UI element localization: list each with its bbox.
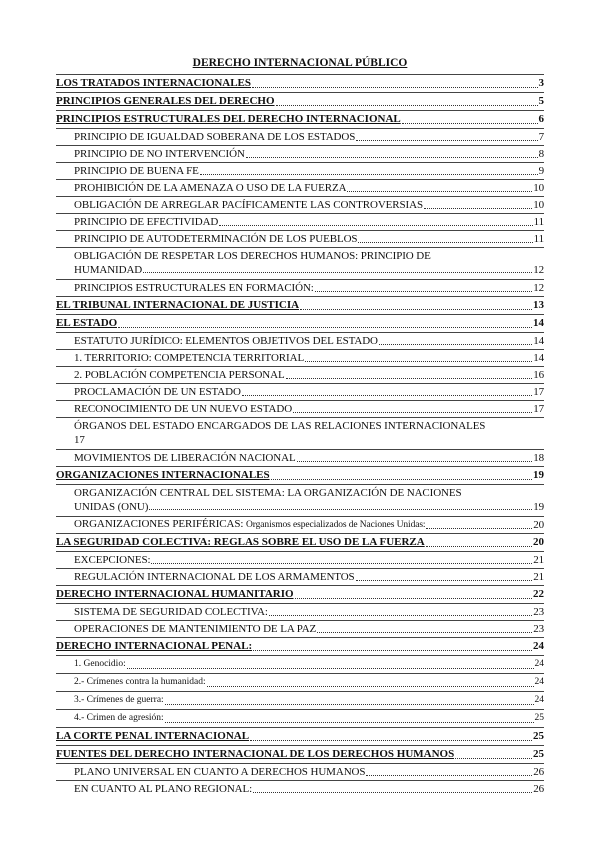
dot-leader	[149, 509, 532, 510]
toc-entry-label	[74, 333, 378, 349]
toc-entry[interactable]	[56, 314, 544, 332]
dot-leader	[118, 327, 532, 328]
toc-entry[interactable]	[56, 230, 544, 247]
toc-page-number: 17	[533, 403, 544, 415]
toc-page-number: 14	[533, 352, 544, 364]
toc-page-number: 21	[533, 571, 544, 583]
toc-entry[interactable]	[56, 279, 544, 296]
toc-entry-text: EXCEPCIONES:	[74, 554, 151, 566]
toc-entry-text: EL ESTADO	[56, 317, 118, 329]
toc-entry[interactable]	[56, 349, 544, 366]
toc-page-number: 23	[533, 623, 544, 635]
toc-entry-label	[74, 129, 355, 145]
toc-entry-label	[74, 450, 296, 466]
toc-entry-subtitle: Organismos especializados de Naciones Unidas:	[246, 520, 426, 530]
toc-entry-label	[56, 638, 252, 655]
toc-entry-label	[56, 75, 251, 92]
toc-entry-text: PRINCIPIO DE NO INTERVENCIÓN	[74, 148, 245, 160]
toc-entry[interactable]	[56, 179, 544, 196]
toc-entry[interactable]	[56, 727, 544, 745]
toc-entry-text: PROCLAMACIÓN DE UN ESTADO	[74, 386, 241, 398]
toc-entry-label	[56, 467, 270, 484]
dot-leader	[297, 461, 533, 462]
dot-leader	[250, 740, 532, 741]
toc-page-number: 12	[533, 264, 544, 276]
toc-page-number: 5	[538, 95, 544, 107]
toc-page-number: 25	[533, 748, 544, 760]
toc-entry[interactable]	[56, 247, 544, 279]
toc-entry-text: PRINCIPIO DE BUENA FE	[74, 165, 199, 177]
toc-entry-label	[74, 401, 292, 417]
toc-entry-label	[56, 315, 117, 332]
dot-leader	[424, 208, 532, 209]
toc-entry[interactable]	[56, 74, 544, 92]
toc-entry[interactable]	[56, 383, 544, 400]
dot-leader	[200, 174, 538, 175]
toc-entry-text: PRINCIPIO DE IGUALDAD SOBERANA DE LOS ESTADOS	[74, 131, 356, 143]
toc-page-number: 26	[533, 783, 544, 795]
dot-leader	[426, 528, 532, 529]
toc-page-number: 24	[534, 695, 544, 705]
toc-page-number: 11	[533, 233, 544, 245]
toc-entry-text: ORGANIZACIONES INTERNACIONALES	[56, 469, 270, 481]
toc-entry-text: PRINCIPIOS ESTRUCTURALES DEL DERECHO INTERNACIONAL	[56, 113, 401, 125]
toc-entry-label	[56, 586, 294, 603]
dot-leader	[165, 704, 534, 705]
toc-entry-text: PRINCIPIO DE AUTODETERMINACIÓN DE LOS PUEBLOS	[74, 233, 358, 245]
toc-entry-text: OPERACIONES DE MANTENIMIENTO DE LA PAZ	[74, 623, 317, 635]
toc-page-number: 21	[533, 554, 544, 566]
toc-entry-text: PRINCIPIOS GENERALES DEL DERECHO	[56, 95, 275, 107]
dot-leader	[276, 105, 538, 106]
toc-entry-text: 1. Genocidio:	[74, 659, 126, 669]
toc-entry-text: FUENTES DEL DERECHO INTERNACIONAL DE LOS DERECHOS HUMANOS	[56, 748, 455, 760]
dot-leader	[219, 225, 532, 226]
dot-leader	[358, 242, 532, 243]
toc-entry[interactable]	[56, 603, 544, 620]
toc-entry[interactable]	[56, 484, 544, 516]
toc-page-number: 13	[533, 299, 544, 311]
toc-page-number: 24	[534, 659, 544, 669]
toc-page-number: 24	[533, 640, 544, 652]
dot-leader	[379, 344, 532, 345]
toc-entry[interactable]	[56, 655, 544, 673]
toc-entry-label	[74, 764, 365, 780]
toc-entry-label	[74, 674, 206, 691]
toc-entry[interactable]	[56, 763, 544, 780]
toc-entry-text: 4.- Crimen de agresión:	[74, 713, 164, 723]
toc-entry[interactable]	[56, 162, 544, 179]
dot-leader	[165, 722, 534, 723]
toc-page-number: 20	[533, 536, 544, 548]
dot-leader	[269, 615, 532, 616]
toc-entry[interactable]	[56, 296, 544, 314]
toc-entry-text: RECONOCIMIENTO DE UN NUEVO ESTADO	[74, 403, 293, 415]
toc-page-number: 14	[533, 317, 544, 329]
toc-entry-label	[74, 552, 150, 568]
dot-leader	[253, 650, 532, 651]
toc-page-number: 26	[533, 766, 544, 778]
dot-leader	[426, 546, 532, 547]
toc-entry-label	[74, 621, 316, 637]
toc-page-number: 9	[538, 165, 544, 177]
toc-entry[interactable]	[56, 196, 544, 213]
toc-entry-continuation	[74, 500, 544, 514]
dot-leader	[252, 87, 538, 88]
toc-entry-text: MOVIMIENTOS DE LIBERACIÓN NACIONAL	[74, 452, 296, 464]
toc-entry-text: 3.- Crímenes de guerra:	[74, 695, 164, 705]
toc-entry-continuation	[74, 263, 544, 277]
toc-entry[interactable]	[56, 417, 544, 449]
toc-page-number: 7	[538, 131, 544, 143]
toc-entry-label	[74, 163, 199, 179]
toc-page-number: 25	[534, 713, 544, 723]
toc-entry-text: LA CORTE PENAL INTERNACIONAL	[56, 730, 250, 742]
toc-entry-label	[74, 180, 346, 196]
toc-entry-label	[74, 384, 241, 400]
dot-leader	[293, 412, 532, 413]
toc-entry-label	[74, 146, 245, 162]
toc-page-number: 17	[533, 386, 544, 398]
toc-entry[interactable]	[56, 366, 544, 383]
toc-entry-label	[74, 214, 218, 230]
toc-entry-label	[74, 692, 164, 709]
toc-page-number: 23	[533, 606, 544, 618]
toc-entry[interactable]	[56, 213, 544, 230]
toc-entry-text: LOS TRATADOS INTERNACIONALES	[56, 77, 251, 89]
toc-entry-label	[56, 746, 454, 763]
dot-leader	[366, 775, 532, 776]
dot-leader	[207, 686, 534, 687]
toc-entry-label	[74, 197, 423, 213]
toc-page-number: 10	[533, 182, 544, 194]
toc-page-number: 10	[533, 199, 544, 211]
toc-entry[interactable]	[56, 585, 544, 603]
toc-entry-text: PRINCIPIOS ESTRUCTURALES EN FORMACIÓN:	[74, 282, 314, 294]
toc-entry-label-continued: 17	[74, 434, 85, 446]
toc-entry-text: ORGANIZACIONES PERIFÉRICAS:	[74, 518, 246, 530]
toc-page-number: 3	[538, 77, 544, 89]
toc-entry[interactable]	[56, 533, 544, 551]
dot-leader	[295, 598, 532, 599]
toc-entry-text: DERECHO INTERNACIONAL PENAL:	[56, 640, 253, 652]
toc-page-number: 22	[533, 588, 544, 600]
dot-leader	[402, 123, 538, 124]
dot-leader	[315, 291, 532, 292]
toc-entry[interactable]	[56, 92, 544, 110]
toc-entry-text: 2. POBLACIÓN COMPETENCIA PERSONAL	[74, 369, 285, 381]
toc-entry[interactable]	[56, 110, 544, 128]
toc-entry-label	[56, 534, 425, 551]
toc-entry[interactable]	[56, 745, 544, 763]
toc-page-number: 18	[533, 452, 544, 464]
toc-entry-label	[74, 781, 252, 797]
toc-entry[interactable]	[56, 780, 544, 797]
toc-entry[interactable]	[56, 673, 544, 691]
toc-entry[interactable]	[56, 400, 544, 417]
toc-page-number: 19	[533, 469, 544, 481]
toc-entry-label	[74, 516, 425, 533]
dot-leader	[356, 580, 533, 581]
toc-entry-text: SISTEMA DE SEGURIDAD COLECTIVA:	[74, 606, 268, 618]
toc-entry-label: ORGANIZACIÓN CENTRAL DEL SISTEMA: LA ORGANIZACIÓN DE NACIONES	[74, 487, 462, 499]
toc-entry-text: PRINCIPIO DE EFECTIVIDAD	[74, 216, 219, 228]
dot-leader	[242, 395, 532, 396]
toc-entry-label	[74, 656, 126, 673]
toc-entry-text: EL TRIBUNAL INTERNACIONAL DE JUSTICIA	[56, 299, 300, 311]
toc-entry-text: ESTATUTO JURÍDICO: ELEMENTOS OBJETIVOS DEL ESTADO	[74, 335, 378, 347]
toc-page-number: 16	[533, 369, 544, 381]
toc-entry-label	[74, 280, 314, 296]
toc-entry-label: OBLIGACIÓN DE RESPETAR LOS DERECHOS HUMANOS: PRINCIPIO DE	[74, 250, 431, 262]
toc-entry-label	[74, 367, 285, 383]
dot-leader	[455, 758, 532, 759]
toc-entry[interactable]	[56, 709, 544, 727]
toc-entry-continuation	[74, 433, 544, 447]
toc-entry[interactable]	[56, 551, 544, 568]
dot-leader	[347, 191, 532, 192]
toc-entry-label	[56, 728, 249, 745]
toc-entry-label	[74, 231, 357, 247]
dot-leader	[300, 309, 532, 310]
dot-leader	[127, 668, 534, 669]
toc-page-number: 8	[538, 148, 544, 160]
toc-entry[interactable]	[56, 637, 544, 655]
dot-leader	[286, 378, 533, 379]
toc-page-number: 25	[533, 730, 544, 742]
toc-entry[interactable]	[56, 145, 544, 162]
toc-entry[interactable]	[56, 568, 544, 585]
toc-entry-text: 2.- Crímenes contra la humanidad:	[74, 677, 206, 687]
toc-entry-text: 1. TERRITORIO: COMPETENCIA TERRITORIAL	[74, 352, 305, 364]
toc-entry-label-continued: UNIDAS (ONU)	[74, 501, 149, 513]
table-of-contents	[56, 74, 544, 797]
toc-page-number: 12	[533, 282, 544, 294]
toc-entry[interactable]	[56, 332, 544, 349]
toc-entry-label	[74, 350, 304, 366]
toc-page-number: 11	[533, 216, 544, 228]
dot-leader	[246, 157, 538, 158]
dot-leader	[271, 479, 532, 480]
dot-leader	[305, 361, 532, 362]
toc-entry-label	[56, 111, 401, 128]
toc-entry[interactable]	[56, 128, 544, 145]
document-title: DERECHO INTERNACIONAL PÚBLICO	[192, 57, 408, 69]
toc-page-number: 24	[534, 677, 544, 687]
toc-page-number: 20	[533, 519, 544, 531]
toc-entry-text: OBLIGACIÓN DE ARREGLAR PACÍFICAMENTE LAS CONTROVERSIAS	[74, 199, 423, 211]
toc-entry-label	[74, 569, 355, 585]
toc-entry-text: EN CUANTO AL PLANO REGIONAL:	[74, 783, 253, 795]
toc-page-number: 6	[538, 113, 544, 125]
toc-entry-label	[74, 604, 268, 620]
toc-entry-text: PLANO UNIVERSAL EN CUANTO A DERECHOS HUMANOS	[74, 766, 366, 778]
toc-entry[interactable]	[56, 449, 544, 466]
dot-leader	[317, 632, 532, 633]
toc-page-number: 14	[533, 335, 544, 347]
toc-page-number: 19	[533, 501, 544, 513]
dot-leader	[151, 563, 532, 564]
toc-entry[interactable]	[56, 516, 544, 533]
toc-entry-label	[74, 710, 164, 727]
toc-page	[56, 54, 544, 797]
dot-leader	[253, 792, 532, 793]
toc-entry-label	[56, 297, 299, 314]
toc-entry-text: PROHIBICIÓN DE LA AMENAZA O USO DE LA FUERZA	[74, 182, 347, 194]
dot-leader	[356, 140, 537, 141]
toc-entry-text: REGULACIÓN INTERNACIONAL DE LOS ARMAMENTOS	[74, 571, 355, 583]
toc-entry-label: ÓRGANOS DEL ESTADO ENCARGADOS DE LAS RELACIONES INTERNACIONALES	[74, 420, 486, 432]
toc-entry-text: DERECHO INTERNACIONAL HUMANITARIO	[56, 588, 294, 600]
toc-entry[interactable]	[56, 620, 544, 637]
dot-leader	[143, 272, 532, 273]
toc-entry[interactable]	[56, 691, 544, 709]
toc-entry-label-continued: HUMANIDAD	[74, 264, 143, 276]
toc-entry-text: LA SEGURIDAD COLECTIVA: REGLAS SOBRE EL USO DE LA FUERZA	[56, 536, 425, 548]
toc-entry-label	[56, 93, 275, 110]
toc-entry[interactable]	[56, 466, 544, 484]
